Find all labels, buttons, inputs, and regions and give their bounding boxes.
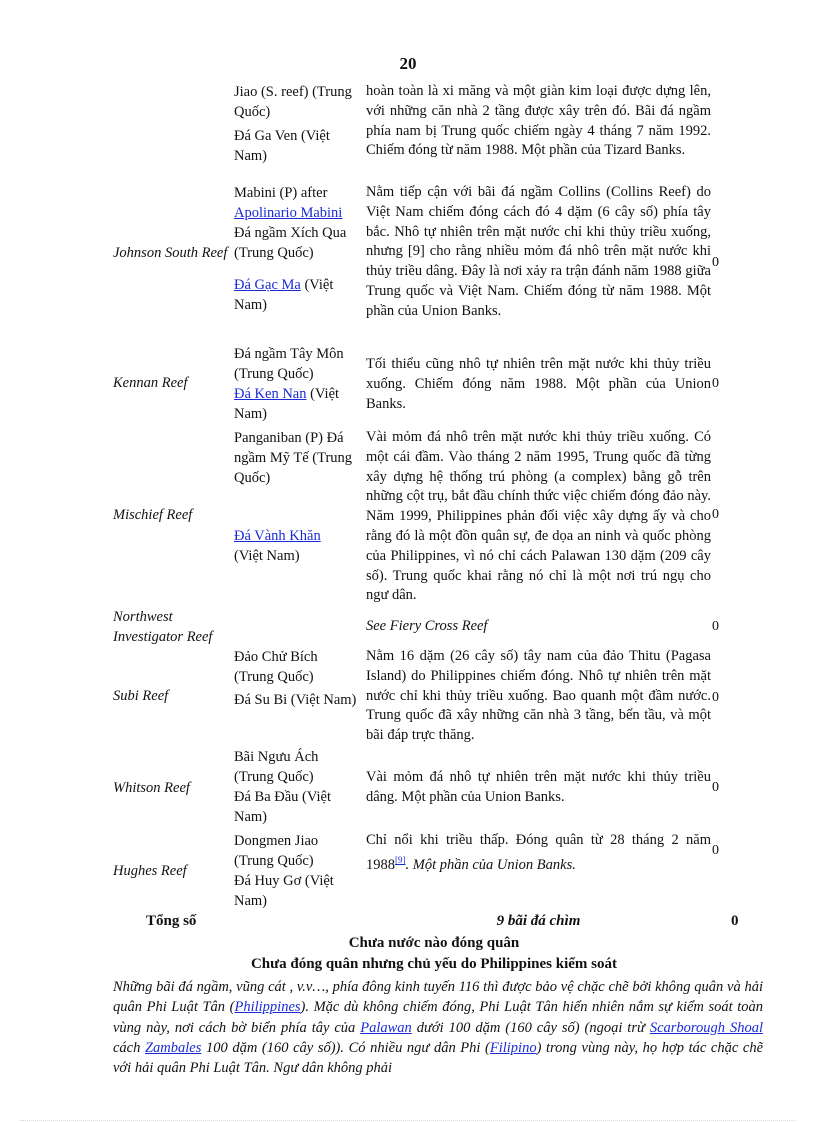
vietnamese-name: Đá Su Bi (Việt Nam) — [234, 692, 357, 708]
chinese-name-cell — [234, 831, 360, 911]
da-vanh-khan-link[interactable]: Đá Vành Khăn — [234, 528, 321, 544]
description-cell: Vài mỏm đá nhô tự nhiên trên mặt nước khi thủy triều dâng. Một phần của Union Banks. — [366, 769, 711, 805]
reef-name: Whitson Reef — [113, 780, 190, 796]
total-label: Tổng số — [146, 913, 197, 929]
chinese-name: Panganiban (P) Đá ngầm Mỹ Tế (Trung Quốc) — [234, 430, 353, 486]
page-number: 20 — [399, 54, 417, 73]
vietnamese-name — [234, 384, 360, 424]
paragraph-text: 100 dặm (160 cây số)). Có nhiều ngư dân Phi ( — [201, 1039, 490, 1056]
reef-name: Subi Reef — [113, 688, 169, 704]
chinese-name-cell — [234, 747, 360, 827]
reef-name: Kennan Reef — [113, 375, 188, 391]
description-cell: See Fiery Cross Reef — [366, 618, 488, 634]
citation-link[interactable]: [9] — [395, 854, 406, 865]
section-heading: Chưa nước nào đóng quân — [348, 935, 520, 951]
chinese-name-cell — [234, 183, 360, 315]
description-cell: Tối thiểu cũng nhô tự nhiên trên mặt nước khi thủy triều xuống. Chiếm đóng năm 1988. Một phần của Union Banks. — [366, 356, 711, 412]
vietnamese-name: Đá Ga Ven (Việt Nam) — [234, 128, 330, 164]
total-value: 9 bãi đá chìm — [496, 913, 581, 929]
zambales-link[interactable]: Zambales — [144, 1039, 202, 1056]
reef-name: Johnson South Reef — [113, 245, 228, 261]
philippine-name: Mabini (P) after — [234, 185, 328, 201]
description-cell — [366, 831, 711, 875]
palawan-link[interactable]: Palawan — [360, 1019, 412, 1036]
da-ken-nan-link[interactable]: Đá Ken Nan — [234, 386, 307, 402]
count-cell: 0 — [712, 376, 719, 391]
paragraph-text: dưới 100 dặm (160 cây số) (ngoại trừ — [411, 1019, 650, 1036]
chinese-name: Dongmen Jiao (Trung Quốc) — [234, 833, 319, 869]
vietnamese-name: Đá Ba Đầu (Việt Nam) — [234, 789, 331, 825]
description-cell: Vài mỏm đá nhô trên mặt nước khi thủy triều xuống. Có một cái đầm. Vào tháng 2 năm 1995, Trung quốc đã từng xây dựng hệ thống trú phòng (a complex) bằng gỗ trên những cột trụ, bắt đầu chính thức việc chiếm đóng đảo này. Năm 1999, Philippines phản đối việc xây dựng ấy và cho rằng đó là một đồn quân sự, đe dọa an ninh và quốc phòng của Philippines, vì nó chỉ cách Palawan 130 dặm (209 cây số). Trung quốc khai rằng nó chỉ là một nơi trú ngụ cho ngư dân. — [366, 429, 711, 604]
filipino-link[interactable]: Filipino — [489, 1039, 537, 1056]
reef-name: Mischief Reef — [113, 507, 193, 523]
count-cell: 0 — [712, 619, 719, 634]
chinese-name: Bãi Ngưu Ách (Trung Quốc) — [234, 749, 319, 785]
description-cell: Nằm 16 dặm (26 cây số) tây nam của đảo Thitu (Pagasa Island) do Philippines chiếm đóng. Nhô tự nhiên trên mặt nước chỉ khi thủy triều xuống. Bao quanh một đầm nước. Trung quốc đã xây những căn nhà 3 tầng, bến tầu, và một bãi đáp trực thăng. — [366, 648, 711, 744]
count-cell: 0 — [712, 507, 719, 522]
vietnamese-name — [234, 526, 360, 566]
vietnamese-suffix: (Việt Nam) — [234, 386, 340, 422]
chinese-name-cell — [234, 82, 360, 166]
da-gac-ma-link[interactable]: Đá Gạc Ma — [234, 277, 301, 293]
section-subheading: Chưa đóng quân nhưng chủ yếu do Philippines kiểm soát — [250, 956, 618, 972]
vietnamese-suffix: (Việt Nam) — [234, 277, 334, 313]
count-cell: 0 — [712, 255, 719, 270]
scarborough-shoal-link[interactable]: Scarborough Shoal — [649, 1019, 764, 1036]
body-paragraph — [113, 977, 763, 1078]
reef-name: Northwest Investigator Reef — [113, 609, 213, 645]
paragraph-text: ) trong vùng này, họ hợp tác chặc chẽ với hải quân Phi Luật Tân. Ngư dân không phải — [113, 1039, 764, 1077]
chinese-name: Jiao (S. reef) (Trung Quốc) — [234, 84, 352, 120]
vietnamese-suffix: (Việt Nam) — [234, 548, 300, 564]
vietnamese-name — [234, 275, 360, 315]
chinese-name-cell — [234, 647, 360, 710]
chinese-name: Đảo Chử Bích (Trung Quốc) — [234, 649, 318, 685]
description-text-italic: . Một phần của Union Banks. — [405, 856, 576, 873]
description-cell: hoàn toàn là xi măng và một giàn kim loại được dựng lên, với những căn nhà 2 tầng được xây trên đó. Bãi đá ngầm phía nam bị Trung quốc chiếm ngày 4 tháng 7 năm 1992. Chiếm đóng từ năm 1988. Một phần của Tizard Banks. — [366, 83, 711, 159]
count-cell: 0 — [712, 780, 719, 795]
page-bottom-divider — [20, 1120, 796, 1121]
chinese-name-cell — [234, 344, 360, 424]
chinese-name-cell — [234, 428, 360, 566]
reef-name: Hughes Reef — [113, 863, 187, 879]
count-cell: 0 — [712, 843, 719, 858]
description-text: Chỉ nổi khi triều thấp. Đóng quân từ 28 tháng 2 năm 1988 — [366, 832, 711, 873]
chinese-name: Đá ngầm Xích Qua (Trung Quốc) — [234, 225, 347, 261]
total-count: 0 — [731, 913, 739, 929]
paragraph-text: Những bãi đá ngầm, vũng cát , v.v…, phía đông kinh tuyến 116 thì được bảo vệ chặc chẽ bởi không quân và hải quân Phi Luật Tân ( — [113, 979, 763, 1016]
paragraph-text: cách — [113, 1039, 145, 1056]
chinese-name: Đá ngầm Tây Môn (Trung Quốc) — [234, 346, 344, 382]
apolinario-mabini-link[interactable]: Apolinario Mabini — [234, 205, 343, 221]
vietnamese-name: Đá Huy Gơ (Việt Nam) — [234, 873, 334, 909]
philippines-link[interactable]: Philippines — [234, 999, 301, 1016]
count-cell: 0 — [712, 690, 719, 705]
description-cell: Nằm tiếp cận với bãi đá ngầm Collins (Collins Reef) do Việt Nam chiếm đóng cách đó 4 dặm (6 cây số) phía tây bắc. Nhô tự nhiên trên mặt nước chỉ khi thủy triều xuống, nhưng [9] cho rằng nhiều mỏm đá nhô trên mặt nước khi thủy triều dâng. Đây là nơi xảy ra trận đánh năm 1988 giữa Trung quốc và Việt Nam. Chiếm đóng từ năm 1988. Một phần của Union Banks. — [366, 184, 711, 319]
paragraph-text: ). Mặc dù không chiếm đóng, Phi Luật Tân hiển nhiên nắm sự kiểm soát toàn vùng này, nơi cách bờ biển phía tây của — [113, 999, 764, 1036]
